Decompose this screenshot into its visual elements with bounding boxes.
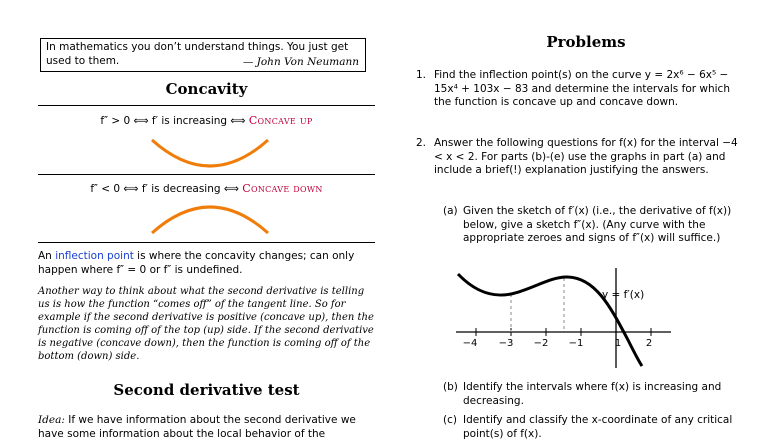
concave-up-math: f″ > 0 ⟺ f′ is increasing ⟺ [100, 115, 246, 127]
inflection-point-link[interactable]: inflection point [55, 250, 134, 262]
concave-down-row [38, 182, 375, 196]
tick-label: −1 [568, 338, 584, 349]
idea-text: If we have information about the second derivative we have some information about the local behavior of the [38, 414, 356, 440]
concave-up-curve-icon [140, 134, 280, 170]
idea-paragraph [38, 414, 375, 441]
part-a [443, 205, 748, 246]
quote-author: — John Von Neumann [242, 56, 359, 68]
concave-down-math: f″ < 0 ⟺ f′ is decreasing ⟺ [90, 183, 239, 195]
quote-box [40, 38, 366, 72]
concave-up-label: Concave up [248, 114, 313, 127]
divider [38, 242, 375, 243]
tick-label: −3 [498, 338, 514, 349]
inflection-paragraph [38, 250, 375, 277]
idea-label: Idea: [38, 414, 65, 426]
part-c-text: Identify and classify the x-coordinate of any critical point(s) of f(x). [463, 414, 733, 440]
part-b-text: Identify the intervals where f(x) is increasing and decreasing. [463, 381, 722, 407]
tick-label: 2 [645, 338, 653, 349]
concave-down-curve-icon [140, 203, 280, 239]
problem-1-number: 1. [416, 69, 427, 81]
concave-down-label: Concave down [242, 182, 323, 195]
part-c [443, 414, 753, 441]
second-derivative-heading: Second derivative test [113, 381, 300, 399]
quote-text: In mathematics you don’t understand things. You just get used to them. [46, 41, 349, 67]
curve-label: y = f′(x) [602, 289, 645, 301]
divider [38, 105, 375, 106]
tick-label: 1 [614, 338, 622, 349]
derivative-graph [456, 268, 676, 368]
problem-1 [416, 69, 746, 110]
tangent-line-note: Another way to think about what the second derivative is telling us is how the function “comes off” of the tangent line. So for example if the second derivative is positive (concave up), then the function is coming off of the top (up) side. If the second derivative is negative (concave down), then the function is coming off of the bottom (down) side. [38, 286, 374, 362]
part-a-label: (a) [443, 205, 458, 217]
tick-label: −2 [533, 338, 549, 349]
concavity-heading: Concavity [165, 80, 248, 98]
derivative-curve [458, 274, 645, 366]
inflection-pre: An [38, 250, 56, 262]
problem-2-number: 2. [416, 137, 427, 149]
problem-2 [416, 137, 746, 178]
part-a-text: Given the sketch of f′(x) (i.e., the derivative of f(x)) below, give a sketch f″(x). (Any curve with the appropriate zeroes and signs of f″(x) will suffice.) [463, 205, 732, 244]
part-b [443, 381, 753, 408]
part-b-label: (b) [443, 381, 458, 393]
divider [38, 174, 375, 175]
problems-heading: Problems [546, 33, 626, 51]
problem-1-text: Find the inflection point(s) on the curve y = 2x⁶ − 6x⁵ − 15x⁴ + 103x − 83 and determine the intervals for which the function is concave up and concave down. [434, 69, 730, 108]
inflection-post: is where the concavity changes; can only happen where f″ = 0 or f″ is undefined. [38, 250, 355, 276]
part-c-label: (c) [443, 414, 457, 426]
tick-label: −4 [462, 338, 478, 349]
problem-2-text: Answer the following questions for f(x) for the interval −4 < x < 2. For parts (b)-(e) use the graphs in part (a) and include a brief(!) explanation justifying the answers. [434, 137, 738, 176]
concave-up-row [38, 114, 375, 128]
